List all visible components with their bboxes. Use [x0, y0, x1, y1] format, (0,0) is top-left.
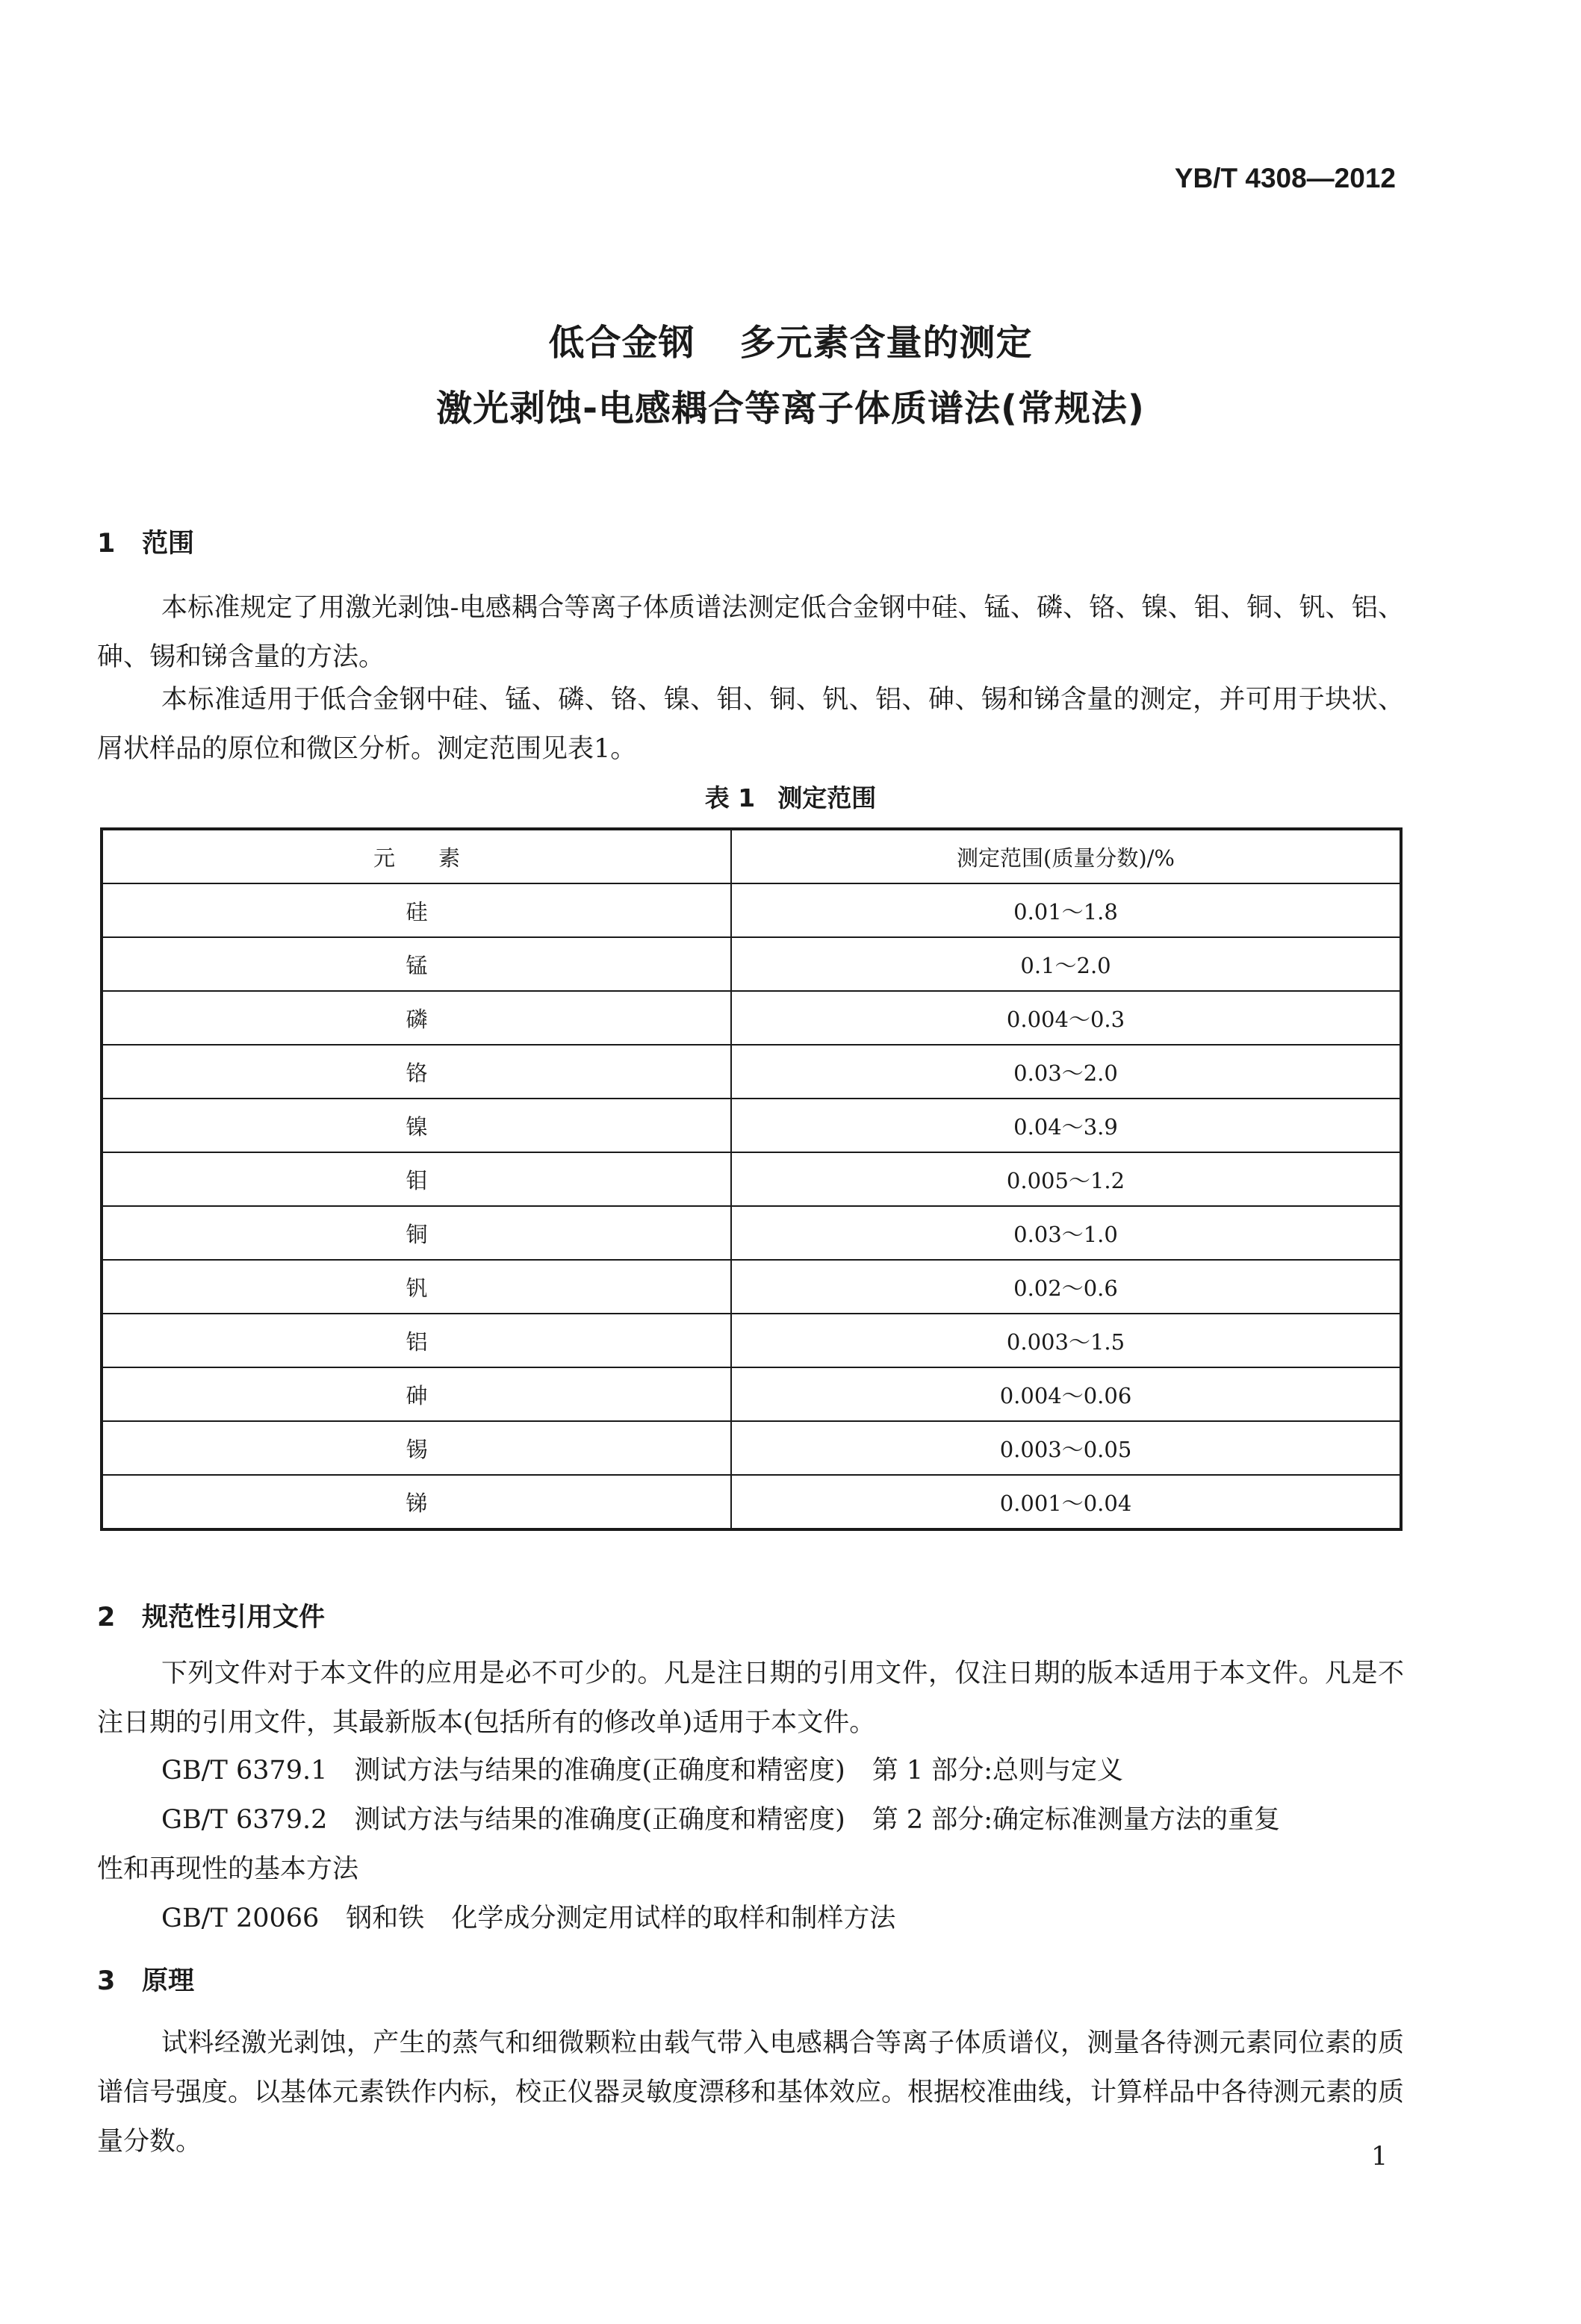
- range-cell: 0.1～2.0: [731, 937, 1401, 991]
- references-paragraph: 下列文件对于本文件的应用是必不可少的。凡是注日期的引用文件，仅注日期的版本适用于本文件。凡是不注日期的引用文件，其最新版本(包括所有的修改单)适用于本文件。: [97, 1659, 1404, 1738]
- table-body: [102, 883, 1401, 1529]
- range-cell: 0.02～0.6: [731, 1260, 1401, 1314]
- section-title: 规范性引用文件: [142, 1603, 326, 1632]
- element-cell: 镍: [102, 1099, 731, 1152]
- reference-item: [161, 1750, 1123, 1787]
- range-cell: 0.03～2.0: [731, 1045, 1401, 1099]
- reference-title: 钢和铁: [346, 1904, 425, 1933]
- title-line-1: [0, 314, 1581, 365]
- reference-code: GB/T 6379.2: [161, 1805, 328, 1835]
- section-number: 3: [97, 1966, 116, 1996]
- range-cell: 0.003～0.05: [731, 1421, 1401, 1475]
- element-cell: 锑: [102, 1475, 731, 1529]
- section-number: 2: [97, 1603, 116, 1632]
- element-cell: 铬: [102, 1045, 731, 1099]
- range-cell: 0.004～0.06: [731, 1367, 1401, 1421]
- principle-paragraph: 试料经激光剥蚀，产生的蒸气和细微颗粒由载气带入电感耦合等离子体质谱仪，测量各待测元素同位素的质谱信号强度。以基体元素铁作内标，校正仪器灵敏度漂移和基体效应。根据校准曲线，计算样品中各待测元素的质量分数。: [97, 2028, 1405, 2157]
- title-line-2: 激光剥蚀-电感耦合等离子体质谱法(常规法): [436, 388, 1145, 429]
- reference-code: GB/T 20066: [161, 1904, 320, 1933]
- element-cell: 铝: [102, 1314, 731, 1367]
- table-caption: [0, 779, 1581, 814]
- header-range: 测定范围(质量分数)/%: [731, 829, 1401, 883]
- range-cell: 0.001～0.04: [731, 1475, 1401, 1529]
- section-title: 原理: [142, 1966, 195, 1996]
- reference-item: [161, 1799, 1280, 1836]
- header-element: 元 素: [102, 829, 731, 883]
- reference-title: 测试方法与结果的准确度(正确度和精密度): [354, 1805, 845, 1835]
- table-row: [102, 1099, 1401, 1152]
- section-number: 1: [97, 529, 116, 559]
- reference-code: GB/T 6379.1: [161, 1756, 328, 1786]
- range-cell: 0.01～1.8: [731, 883, 1401, 937]
- title-part-b: 多元素含量的测定: [739, 322, 1033, 364]
- table-row: [102, 1314, 1401, 1367]
- table-row: [102, 1367, 1401, 1421]
- element-cell: 砷: [102, 1367, 731, 1421]
- section-1-heading: [97, 523, 194, 560]
- range-cell: 0.004～0.3: [731, 991, 1401, 1045]
- table-row: [102, 1421, 1401, 1475]
- reference-part: 第 2 部分:确定标准测量方法的重复: [872, 1805, 1281, 1835]
- section-2-heading: [97, 1597, 325, 1634]
- title-part-a: 低合金钢: [548, 322, 695, 364]
- table-caption-label: 表 1: [704, 783, 756, 813]
- element-cell: 铜: [102, 1206, 731, 1260]
- element-cell: 锰: [102, 937, 731, 991]
- table-row: [102, 1152, 1401, 1206]
- table-row: [102, 1206, 1401, 1260]
- range-cell: 0.04～3.9: [731, 1099, 1401, 1152]
- element-cell: 钒: [102, 1260, 731, 1314]
- scope-paragraph-1: 本标准规定了用激光剥蚀-电感耦合等离子体质谱法测定低合金钢中硅、锰、磷、铬、镍、钼、铜、钒、铝、砷、锡和锑含量的方法。: [97, 593, 1404, 672]
- scope-paragraph-2: 本标准适用于低合金钢中硅、锰、磷、铬、镍、钼、铜、钒、铝、砷、锡和锑含量的测定，并可用于块状、屑状样品的原位和微区分析。测定范围见表1。: [97, 685, 1404, 764]
- table-row: [102, 1475, 1401, 1529]
- element-cell: 锡: [102, 1421, 731, 1475]
- table-row: [102, 937, 1401, 991]
- section-title: 范围: [142, 529, 195, 559]
- table-row: [102, 1045, 1401, 1099]
- page-number: 1: [1371, 2142, 1388, 2172]
- table-header-row: [102, 829, 1401, 883]
- section-3-heading: [97, 1960, 194, 1998]
- element-cell: 钼: [102, 1152, 731, 1206]
- standard-code: YB/T 4308—2012: [1174, 163, 1396, 193]
- range-cell: 0.03～1.0: [731, 1206, 1401, 1260]
- table-row: [102, 1260, 1401, 1314]
- table-row: [102, 991, 1401, 1045]
- reference-item: [161, 1898, 895, 1935]
- range-cell: 0.005～1.2: [731, 1152, 1401, 1206]
- reference-continuation: 性和再现性的基本方法: [97, 1854, 359, 1884]
- reference-part: 化学成分测定用试样的取样和制样方法: [451, 1904, 896, 1933]
- element-cell: 硅: [102, 883, 731, 937]
- table-row: [102, 883, 1401, 937]
- element-cell: 磷: [102, 991, 731, 1045]
- range-table: [100, 827, 1403, 1531]
- table-caption-title: 测定范围: [777, 783, 877, 813]
- reference-title: 测试方法与结果的准确度(正确度和精密度): [354, 1756, 845, 1786]
- range-cell: 0.003～1.5: [731, 1314, 1401, 1367]
- reference-part: 第 1 部分:总则与定义: [872, 1756, 1124, 1786]
